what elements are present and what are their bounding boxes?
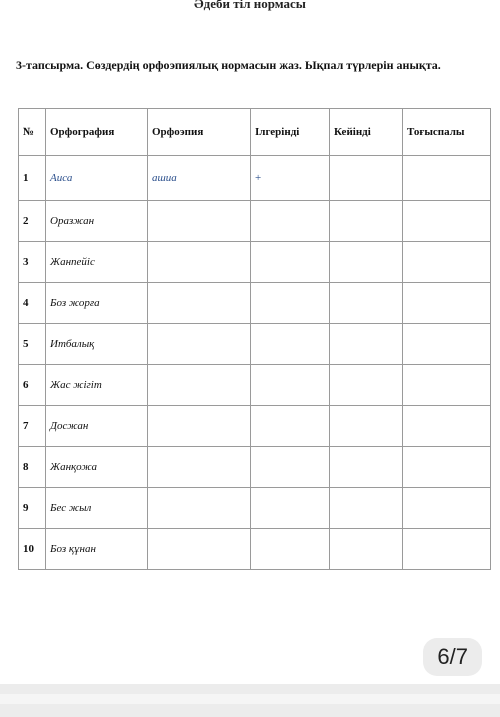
table-row bbox=[19, 242, 491, 283]
mutual-cell bbox=[403, 201, 491, 242]
orthography-cell: Жанқожа bbox=[46, 447, 148, 488]
mutual-cell bbox=[403, 529, 491, 570]
regressive-cell bbox=[330, 283, 403, 324]
orthography-cell: Досжан bbox=[46, 406, 148, 447]
regressive-cell bbox=[330, 447, 403, 488]
page-title: Әдеби тіл нормасы bbox=[194, 0, 306, 11]
row-number: 1 bbox=[19, 156, 46, 201]
row-number: 7 bbox=[19, 406, 46, 447]
header-progressive: Ілгерінді bbox=[251, 109, 330, 156]
orthography-cell: Аиса bbox=[46, 156, 148, 201]
table-row bbox=[19, 283, 491, 324]
bottom-strip bbox=[0, 694, 500, 704]
progressive-cell bbox=[251, 406, 330, 447]
mutual-cell bbox=[403, 283, 491, 324]
row-number: 6 bbox=[19, 365, 46, 406]
orthoepy-cell bbox=[148, 283, 251, 324]
table-row bbox=[19, 406, 491, 447]
progressive-cell bbox=[251, 529, 330, 570]
regressive-cell bbox=[330, 324, 403, 365]
orthography-cell: Итбалық bbox=[46, 324, 148, 365]
progressive-cell bbox=[251, 365, 330, 406]
row-number: 3 bbox=[19, 242, 46, 283]
table-row bbox=[19, 201, 491, 242]
task-instruction: 3-тапсырма. Сөздердің орфоэпиялық нормасын жаз. Ықпал түрлерін анықта. bbox=[16, 58, 441, 72]
header-number: № bbox=[19, 109, 46, 156]
progressive-cell bbox=[251, 201, 330, 242]
row-number: 8 bbox=[19, 447, 46, 488]
table-header-row bbox=[19, 109, 491, 156]
mutual-cell bbox=[403, 324, 491, 365]
orthography-cell: Жанпейіс bbox=[46, 242, 148, 283]
regressive-cell bbox=[330, 529, 403, 570]
page-indicator[interactable]: 6/7 bbox=[423, 638, 482, 676]
regressive-cell bbox=[330, 406, 403, 447]
orthoepy-cell bbox=[148, 529, 251, 570]
regressive-cell bbox=[330, 488, 403, 529]
table-row bbox=[19, 156, 491, 201]
regressive-cell bbox=[330, 365, 403, 406]
row-number: 10 bbox=[19, 529, 46, 570]
regressive-cell bbox=[330, 201, 403, 242]
row-number: 5 bbox=[19, 324, 46, 365]
orthoepy-cell bbox=[148, 488, 251, 529]
table-row bbox=[19, 529, 491, 570]
table-row bbox=[19, 365, 491, 406]
regressive-cell bbox=[330, 156, 403, 201]
orthography-cell: Жас жігіт bbox=[46, 365, 148, 406]
progressive-cell bbox=[251, 283, 330, 324]
progressive-cell bbox=[251, 324, 330, 365]
mutual-cell bbox=[403, 406, 491, 447]
orthoepy-cell bbox=[148, 406, 251, 447]
mutual-cell bbox=[403, 488, 491, 529]
progressive-cell bbox=[251, 242, 330, 283]
regressive-cell bbox=[330, 242, 403, 283]
header-orthography: Орфография bbox=[46, 109, 148, 156]
orthoepy-cell bbox=[148, 447, 251, 488]
orthography-cell: Бес жыл bbox=[46, 488, 148, 529]
progressive-cell bbox=[251, 447, 330, 488]
orthoepy-cell bbox=[148, 201, 251, 242]
orthography-cell: Оразжан bbox=[46, 201, 148, 242]
orthoepy-cell bbox=[148, 324, 251, 365]
orthography-cell: Боз құнан bbox=[46, 529, 148, 570]
orthoepy-table bbox=[18, 108, 491, 570]
header-mutual: Тоғыспалы bbox=[403, 109, 491, 156]
mutual-cell bbox=[403, 365, 491, 406]
row-number: 4 bbox=[19, 283, 46, 324]
mutual-cell bbox=[403, 447, 491, 488]
table-row bbox=[19, 324, 491, 365]
progressive-cell bbox=[251, 488, 330, 529]
table-row bbox=[19, 488, 491, 529]
header-orthoepy: Орфоэпия bbox=[148, 109, 251, 156]
header-regressive: Кейінді bbox=[330, 109, 403, 156]
row-number: 9 bbox=[19, 488, 46, 529]
mutual-cell bbox=[403, 156, 491, 201]
progressive-cell: + bbox=[251, 156, 330, 201]
row-number: 2 bbox=[19, 201, 46, 242]
orthography-cell: Боз жорға bbox=[46, 283, 148, 324]
orthoepy-cell bbox=[148, 242, 251, 283]
table-row bbox=[19, 447, 491, 488]
orthoepy-cell bbox=[148, 365, 251, 406]
orthoepy-cell: ашиа bbox=[148, 156, 251, 201]
mutual-cell bbox=[403, 242, 491, 283]
